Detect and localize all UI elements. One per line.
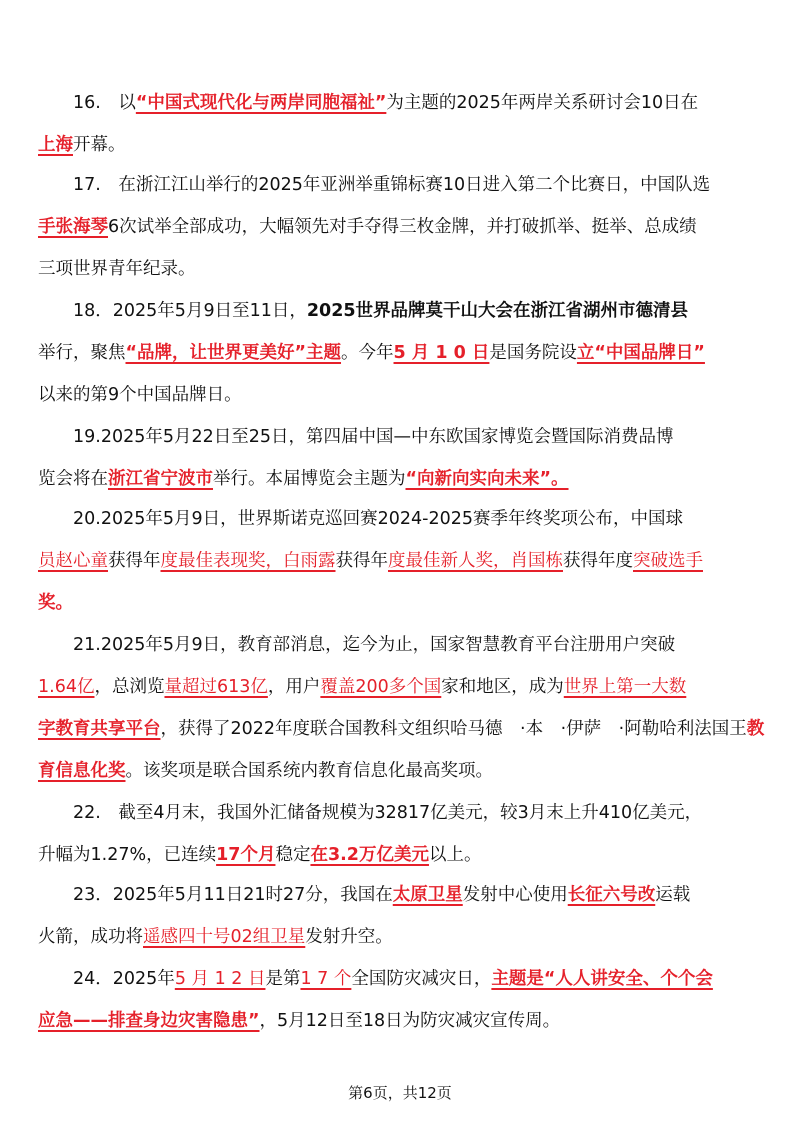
- text-run: 17. 在浙江江山举行的2025年亚洲举重锦标赛10日进入第二个比赛日，中国队选: [38, 175, 711, 195]
- highlighted-answer: 应急——排查身边灾害隐患”: [38, 1011, 260, 1031]
- page-number-footer: 第6页，共12页: [348, 1084, 452, 1102]
- text-line: [38, 792, 762, 834]
- highlighted-answer: 主题是“人人讲安全、个个会: [491, 969, 713, 989]
- news-item-24: [38, 958, 762, 1042]
- text-run: 开幕。: [73, 135, 126, 155]
- text-run: 三项世界青年纪录。: [38, 259, 196, 279]
- text-line: [38, 540, 762, 582]
- text-run: 获得年: [108, 551, 161, 571]
- text-line: [38, 498, 762, 540]
- highlighted-answer: 员赵心童: [38, 551, 108, 571]
- text-run: 以来的第9个中国品牌日。: [38, 385, 242, 405]
- highlighted-answer: “品牌，让世界更美好”主题: [125, 343, 342, 363]
- text-run: 举行。本届博览会主题为: [213, 469, 406, 489]
- highlighted-answer: 育信息化奖: [38, 761, 126, 781]
- text-line: [38, 248, 762, 290]
- text-run: 发射升空。: [305, 927, 393, 947]
- highlighted-answer: 17个月: [216, 845, 276, 865]
- text-line: [38, 582, 762, 624]
- text-run: ，总浏览: [94, 677, 165, 697]
- highlighted-answer: “向新向实向未来”。: [405, 469, 569, 489]
- highlighted-answer: 遥感四十号02组卫星: [143, 927, 306, 947]
- text-line: [38, 374, 762, 416]
- text-run: 火箭，成功将: [38, 927, 143, 947]
- highlighted-answer: 字教育共享平台: [38, 719, 161, 739]
- text-run: 23．2025年5月11日21时27分，我国在: [38, 885, 393, 905]
- text-run: 24．2025年: [38, 969, 175, 989]
- text-run: 6次试举全部成功，大幅领先对手夺得三枚金牌，并打破抓举、挺举、总成绩: [108, 217, 697, 237]
- text-line: [38, 916, 762, 958]
- text-run: 举行，聚焦: [38, 343, 126, 363]
- text-line: [38, 164, 762, 206]
- text-run: 运载: [655, 885, 691, 905]
- text-run: 22. 截至4月末，我国外汇储备规模为32817亿美元，较3月末上升410亿美元，: [38, 803, 703, 823]
- text-run: 稳定: [275, 845, 311, 865]
- text-run: 获得年: [335, 551, 388, 571]
- highlighted-answer: 长征六号改: [567, 885, 656, 905]
- text-run: 16. 以: [38, 93, 136, 113]
- highlighted-answer: 量超过613亿: [164, 677, 268, 697]
- news-item-21: [38, 624, 765, 792]
- text-line: [38, 290, 762, 332]
- text-run: 升幅为1.27%，已连续: [38, 845, 217, 865]
- highlighted-answer: 覆盖200多个国: [320, 677, 442, 697]
- text-run: ，5月12日至18日为防灾减灾宣传周。: [259, 1011, 561, 1031]
- highlighted-answer: 度最佳新人奖，肖国栋: [388, 551, 563, 571]
- highlighted-answer: 教: [746, 719, 765, 739]
- text-line: [38, 206, 762, 248]
- text-run: 是国务院设: [489, 343, 577, 363]
- text-run: 以上。: [428, 845, 482, 865]
- news-item-20: [38, 498, 762, 624]
- text-run: 全国防灾减灾日，: [351, 969, 492, 989]
- highlighted-answer: 上海: [38, 135, 73, 155]
- text-run: 家和地区，成为: [441, 677, 564, 697]
- text-run: 19.2025年5月22日至25日，第四届中国—中东欧国家博览会暨国际消费品博: [38, 427, 674, 447]
- highlighted-answer: 1 7 个: [300, 969, 352, 989]
- text-line: [38, 1000, 762, 1042]
- text-line: [38, 834, 762, 876]
- text-run: 获得年度: [563, 551, 633, 571]
- text-run: ，获得了2022年度联合国教科文组织哈马德 ·本 ·伊萨 ·阿勒哈利法国王: [160, 719, 747, 739]
- text-run: 2025世界品牌莫干山大会在浙江省湖州市德清县: [306, 301, 689, 321]
- text-run: 为主题的2025年两岸关系研讨会10日在: [386, 93, 699, 113]
- text-line: [38, 332, 762, 374]
- highlighted-answer: “中国式现代化与两岸同胞福祉”: [135, 93, 387, 113]
- news-item-22: [38, 792, 762, 876]
- news-item-23: [38, 874, 762, 958]
- highlighted-answer: 手张海琴: [38, 217, 108, 237]
- highlighted-answer: 5 月 1 0 日: [393, 343, 490, 363]
- text-run: ，用户: [267, 677, 321, 697]
- highlighted-answer: 奖。: [38, 593, 73, 613]
- text-line: [38, 624, 762, 666]
- highlighted-answer: 太原卫星: [392, 885, 463, 905]
- highlighted-answer: 世界上第一大数: [563, 677, 687, 697]
- text-line: [38, 82, 762, 124]
- highlighted-answer: 5 月 1 2 日: [174, 969, 266, 989]
- text-line: [38, 124, 762, 166]
- text-run: 。该奖项是联合国系统内教育信息化最高奖项。: [125, 761, 493, 781]
- news-item-19: [38, 416, 762, 500]
- highlighted-answer: 浙江省宁波市: [108, 469, 213, 489]
- text-line: [38, 874, 762, 916]
- text-run: 18．2025年5月9日至11日，: [38, 301, 307, 321]
- text-line: [38, 750, 762, 792]
- highlighted-answer: 突破选手: [633, 551, 703, 571]
- news-item-18: [38, 290, 762, 416]
- text-run: 21.2025年5月9日，教育部消息，迄今为止，国家智慧教育平台注册用户突破: [38, 635, 676, 655]
- text-line: [38, 458, 762, 500]
- text-run: 览会将在: [38, 469, 108, 489]
- text-run: 是第: [265, 969, 301, 989]
- text-line: [38, 708, 765, 750]
- highlighted-answer: 在3.2万亿美元: [310, 845, 429, 865]
- text-run: 。今年: [341, 343, 394, 363]
- highlighted-answer: 立“中国品牌日”: [576, 343, 705, 363]
- news-item-17: [38, 164, 762, 290]
- news-item-16: [38, 82, 762, 166]
- highlighted-answer: 度最佳表现奖，白雨露: [160, 551, 336, 571]
- text-run: 20.2025年5月9日，世界斯诺克巡回赛2024-2025赛季年终奖项公布，中国球: [38, 509, 684, 529]
- text-line: [38, 416, 762, 458]
- text-run: 发射中心使用: [462, 885, 568, 905]
- text-line: [38, 958, 762, 1000]
- highlighted-answer: 1.64亿: [38, 677, 95, 697]
- text-line: [38, 666, 762, 708]
